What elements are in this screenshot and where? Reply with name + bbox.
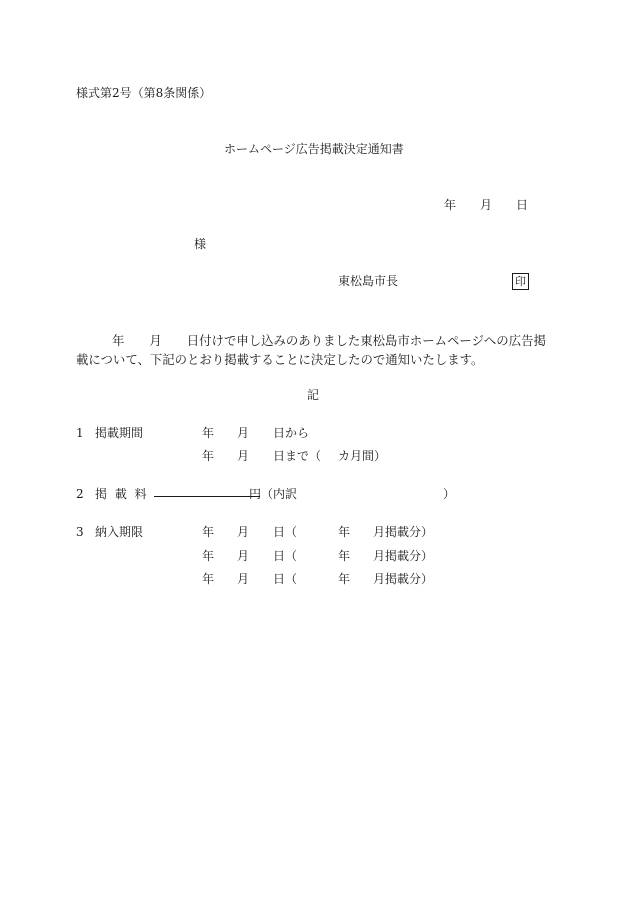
seal-mark: 印 xyxy=(512,273,529,290)
item-period-label: 掲載期間 xyxy=(95,426,144,440)
period-end-day: 日まで（ xyxy=(273,449,322,463)
period-start-day: 日から xyxy=(273,426,310,440)
body-month-label: 月 xyxy=(149,333,162,348)
due-row-day: 日（ xyxy=(273,549,298,563)
due-row-pay-year: 年 xyxy=(338,549,351,563)
fee-yen-breakdown: 円（内訳 xyxy=(249,487,298,501)
due-row-year: 年 xyxy=(202,549,215,563)
due-row-day: 日（ xyxy=(273,525,298,539)
due-row-pay-month: 月掲載分） xyxy=(373,572,434,586)
period-start-year: 年 xyxy=(202,426,215,440)
form-number: 様式第2号（第8条関係） xyxy=(76,86,212,100)
date-day-label: 日 xyxy=(516,198,529,212)
due-row-year: 年 xyxy=(202,572,215,586)
due-row-pay-year: 年 xyxy=(338,525,351,539)
fee-amount-line xyxy=(154,496,260,497)
item-due-number: 3 xyxy=(76,525,84,539)
item-fee-label: 掲 載 料 xyxy=(95,487,149,501)
due-row-year: 年 xyxy=(202,525,215,539)
due-row-month: 月 xyxy=(237,525,250,539)
due-row-pay-year: 年 xyxy=(338,572,351,586)
due-row-month: 月 xyxy=(237,549,250,563)
ki-heading: 記 xyxy=(307,388,320,402)
body-year-label: 年 xyxy=(112,333,125,348)
period-end-month: 月 xyxy=(237,449,250,463)
item-due-label: 納入期限 xyxy=(95,525,144,539)
due-row-month: 月 xyxy=(237,572,250,586)
due-row-pay-month: 月掲載分） xyxy=(373,549,434,563)
period-start-month: 月 xyxy=(237,426,250,440)
body-paragraph xyxy=(76,331,556,369)
due-row-pay-month: 月掲載分） xyxy=(373,525,434,539)
item-period-number: 1 xyxy=(76,426,84,440)
period-end-year: 年 xyxy=(202,449,215,463)
issuer-name: 東松島市長 xyxy=(338,274,399,288)
fee-close-paren: ） xyxy=(443,487,456,501)
document-title: ホームページ広告掲載決定通知書 xyxy=(224,142,404,156)
item-fee-number: 2 xyxy=(76,487,84,501)
date-month-label: 月 xyxy=(480,198,493,212)
addressee-suffix: 様 xyxy=(194,237,207,251)
date-year-label: 年 xyxy=(444,198,457,212)
due-row-day: 日（ xyxy=(273,572,298,586)
body-text: 日付けで申し込みのありました東松島市ホームページへの広告掲載について、下記のとおり掲載することに決定したので通知いたします。 xyxy=(76,333,546,367)
period-months-note: カ月間） xyxy=(338,449,387,463)
